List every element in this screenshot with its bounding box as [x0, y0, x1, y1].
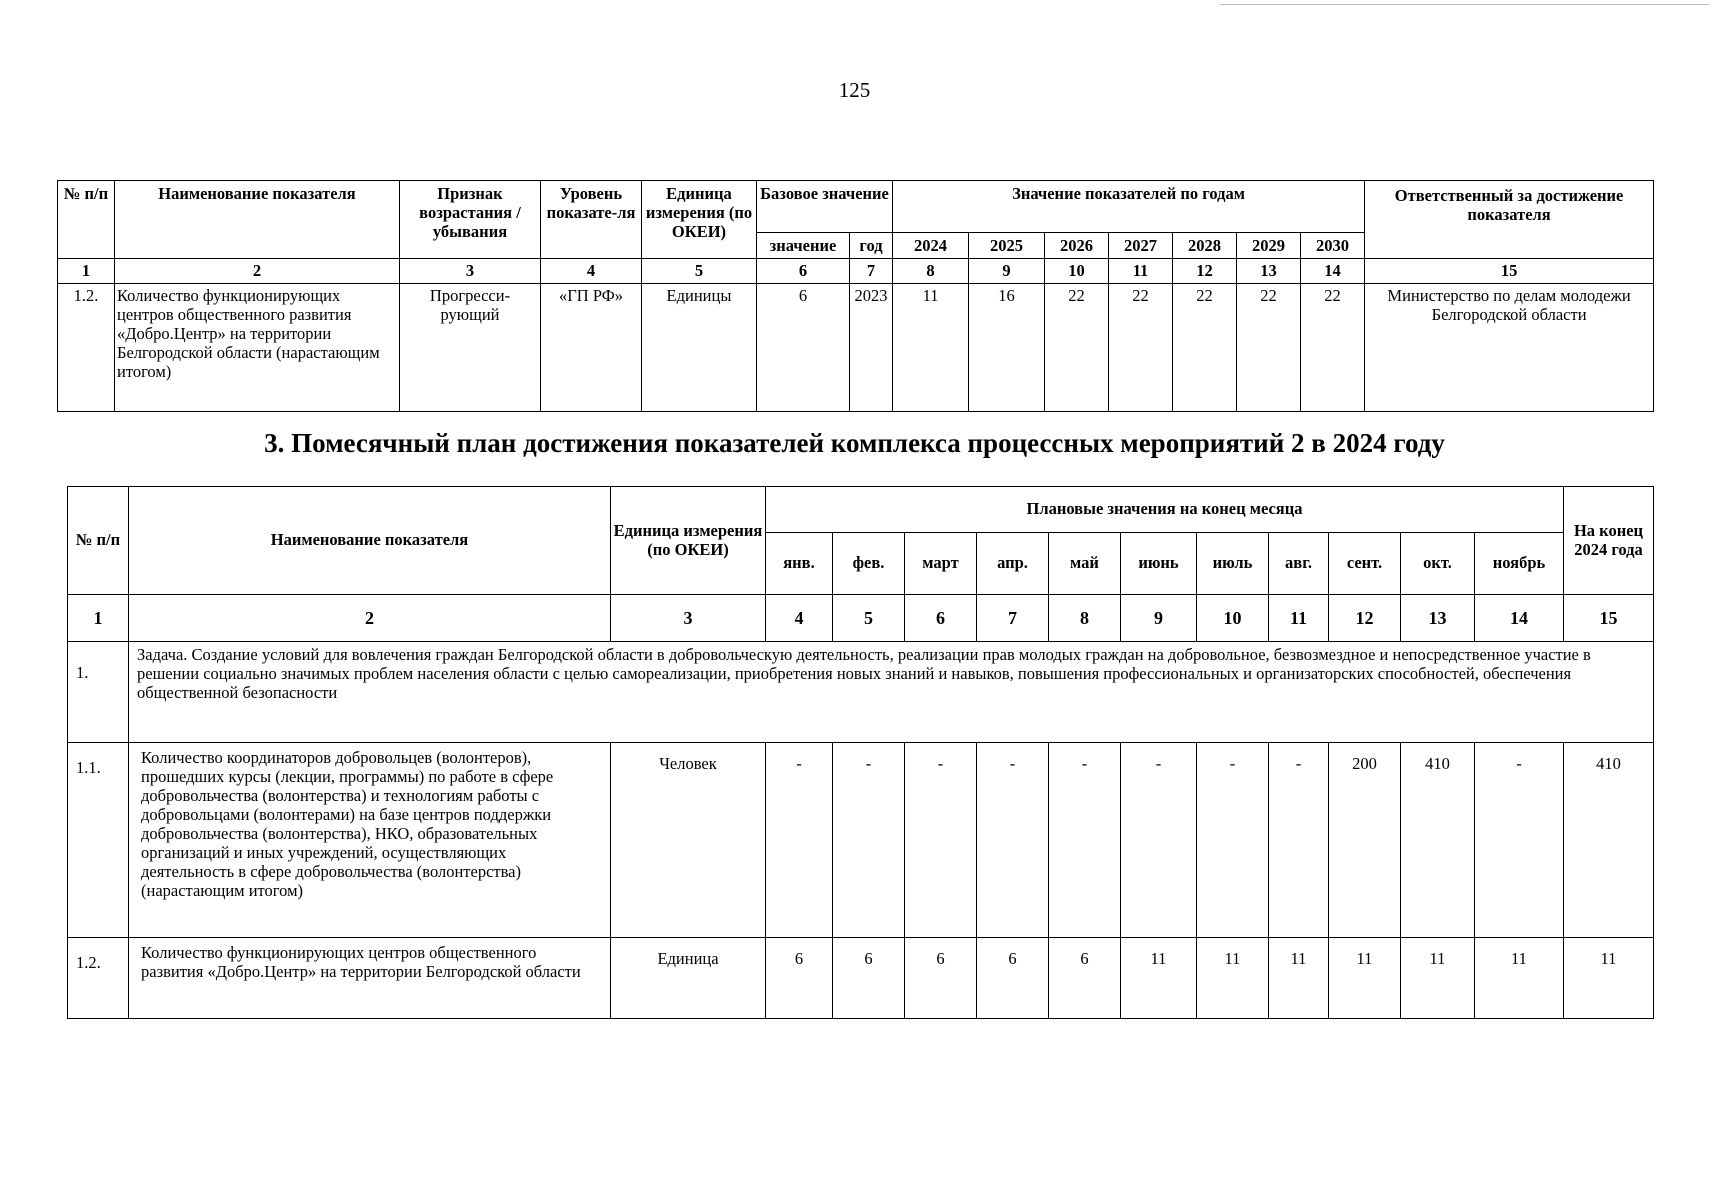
row-year-value: 22	[1301, 284, 1365, 412]
row-month-value: 200	[1329, 743, 1401, 938]
row-name: Количество функционирующих центров общественного развития «Добро.Центр» на территории Белгородской области (нарастающим итогом)	[115, 284, 400, 412]
scan-edge-line	[1220, 4, 1709, 5]
header-sign: Признак возрастания / убывания	[400, 181, 541, 259]
row-month-value: 11	[1269, 938, 1329, 1019]
task-text: Задача. Создание условий для вовлечения граждан Белгородской области в добровольческую деятельность, реализации прав молодых граждан на добровольное, безвозмездное и непосредственное участие в решении социально значимых проблем населения области с целью самореализации, приобретения новых знаний и навыков, повышения профессиональных и организаторских способностей, обеспечения общественной безопасности	[129, 642, 1654, 743]
row-month-value: 11	[1401, 938, 1475, 1019]
index-cell: 10	[1197, 595, 1269, 642]
header-month: март	[905, 533, 977, 595]
page-number: 125	[838, 78, 871, 102]
index-cell: 12	[1173, 259, 1237, 284]
row-level: «ГП РФ»	[541, 284, 642, 412]
header-unit: Единица измерения (по ОКЕИ)	[642, 181, 757, 259]
row-month-value: -	[905, 743, 977, 938]
row-month-value: 11	[1329, 938, 1401, 1019]
row-month-value: 6	[977, 938, 1049, 1019]
row-base-value: 6	[757, 284, 850, 412]
index-row	[58, 259, 1654, 284]
row-month-value: -	[1197, 743, 1269, 938]
monthly-plan-table	[67, 486, 1654, 1019]
row-year-value: 22	[1109, 284, 1173, 412]
header-month: авг.	[1269, 533, 1329, 595]
index-cell: 14	[1475, 595, 1564, 642]
header-year: 2028	[1173, 233, 1237, 259]
row-month-value: 6	[1049, 938, 1121, 1019]
row-year-value: 22	[1237, 284, 1301, 412]
header-level: Уровень показате-ля	[541, 181, 642, 259]
section-title: 3. Помесячный план достижения показателей комплекса процессных мероприятий 2 в 2024 году	[264, 428, 1445, 458]
index-cell: 12	[1329, 595, 1401, 642]
row-num: 1.2.	[58, 284, 115, 412]
index-cell: 11	[1269, 595, 1329, 642]
header-month: май	[1049, 533, 1121, 595]
index-cell: 6	[757, 259, 850, 284]
index-cell: 8	[893, 259, 969, 284]
row-responsible: Министерство по делам молодежи Белгородской области	[1365, 284, 1654, 412]
indicators-table	[57, 180, 1654, 412]
index-cell: 9	[969, 259, 1045, 284]
row-num: 1.2.	[68, 938, 129, 1019]
index-cell: 10	[1045, 259, 1109, 284]
row-month-value: 410	[1401, 743, 1475, 938]
index-cell: 13	[1401, 595, 1475, 642]
row-year-value: 22	[1173, 284, 1237, 412]
header-month: сент.	[1329, 533, 1401, 595]
row-month-value: -	[1121, 743, 1197, 938]
row-year-value: 16	[969, 284, 1045, 412]
row-month-value: -	[1049, 743, 1121, 938]
header-year: 2026	[1045, 233, 1109, 259]
row-name: Количество координаторов добровольцев (волонтеров), прошедших курсы (лекции, программы) по работе в сфере добровольчества (волонтерства) и технологиям работы с добровольцами (волонтерами) на базе центров поддержки добровольчества (волонтерства), НКО, образовательных организаций и иных учреждений, осуществляющих деятельность в сфере добровольчества (волонтерства) (нарастающим итогом)	[129, 743, 611, 938]
header-month: июль	[1197, 533, 1269, 595]
table-row	[58, 284, 1654, 412]
header-name: Наименование показателя	[115, 181, 400, 259]
header-month: янв.	[766, 533, 833, 595]
row-year-value: 11	[893, 284, 969, 412]
index-cell: 1	[58, 259, 115, 284]
index-cell: 5	[833, 595, 905, 642]
index-cell: 9	[1121, 595, 1197, 642]
row-month-value: -	[1475, 743, 1564, 938]
header-responsible: Ответственный за достижение показателя	[1365, 181, 1654, 259]
row-month-value: -	[977, 743, 1049, 938]
header-base-year: год	[850, 233, 893, 259]
row-unit: Единицы	[642, 284, 757, 412]
row-num: 1.1.	[68, 743, 129, 938]
header-num: № п/п	[68, 487, 129, 595]
task-row	[68, 642, 1654, 743]
index-cell: 15	[1365, 259, 1654, 284]
row-year-value: 22	[1045, 284, 1109, 412]
header-years-group: Значение показателей по годам	[893, 181, 1365, 233]
index-cell: 4	[541, 259, 642, 284]
index-cell: 15	[1564, 595, 1654, 642]
row-unit: Единица	[611, 938, 766, 1019]
row-month-value: 11	[1121, 938, 1197, 1019]
table-row	[68, 743, 1654, 938]
row-month-value: 11	[1197, 938, 1269, 1019]
index-cell: 4	[766, 595, 833, 642]
row-name: Количество функционирующих центров общественного развития «Добро.Центр» на территории Белгородской области	[129, 938, 611, 1019]
row-year-end-value: 11	[1564, 938, 1654, 1019]
header-year: 2024	[893, 233, 969, 259]
index-cell: 11	[1109, 259, 1173, 284]
index-cell: 3	[611, 595, 766, 642]
table-row	[68, 938, 1654, 1019]
index-cell: 2	[129, 595, 611, 642]
index-cell: 13	[1237, 259, 1301, 284]
header-base: Базовое значение	[757, 181, 893, 233]
header-month: июнь	[1121, 533, 1197, 595]
row-sign: Прогресси-рующий	[400, 284, 541, 412]
header-year: 2027	[1109, 233, 1173, 259]
row-month-value: -	[1269, 743, 1329, 938]
index-cell: 1	[68, 595, 129, 642]
index-cell: 8	[1049, 595, 1121, 642]
row-month-value: -	[766, 743, 833, 938]
header-unit: Единица измерения (по ОКЕИ)	[611, 487, 766, 595]
header-name: Наименование показателя	[129, 487, 611, 595]
header-year: 2025	[969, 233, 1045, 259]
row-month-value: 11	[1475, 938, 1564, 1019]
index-cell: 3	[400, 259, 541, 284]
row-month-value: 6	[766, 938, 833, 1019]
row-month-value: -	[833, 743, 905, 938]
task-num: 1.	[68, 642, 129, 743]
index-cell: 7	[977, 595, 1049, 642]
header-month: фев.	[833, 533, 905, 595]
header-num: № п/п	[58, 181, 115, 259]
header-month: ноябрь	[1475, 533, 1564, 595]
header-year-end: На конец 2024 года	[1564, 487, 1654, 595]
row-month-value: 6	[905, 938, 977, 1019]
header-year: 2030	[1301, 233, 1365, 259]
row-year-end-value: 410	[1564, 743, 1654, 938]
header-year: 2029	[1237, 233, 1301, 259]
header-months-group: Плановые значения на конец месяца	[766, 487, 1564, 533]
index-cell: 5	[642, 259, 757, 284]
row-month-value: 6	[833, 938, 905, 1019]
index-row	[68, 595, 1654, 642]
index-cell: 6	[905, 595, 977, 642]
index-cell: 2	[115, 259, 400, 284]
row-base-year: 2023	[850, 284, 893, 412]
row-unit: Человек	[611, 743, 766, 938]
index-cell: 7	[850, 259, 893, 284]
index-cell: 14	[1301, 259, 1365, 284]
header-month: окт.	[1401, 533, 1475, 595]
header-base-value: значение	[757, 233, 850, 259]
header-month: апр.	[977, 533, 1049, 595]
